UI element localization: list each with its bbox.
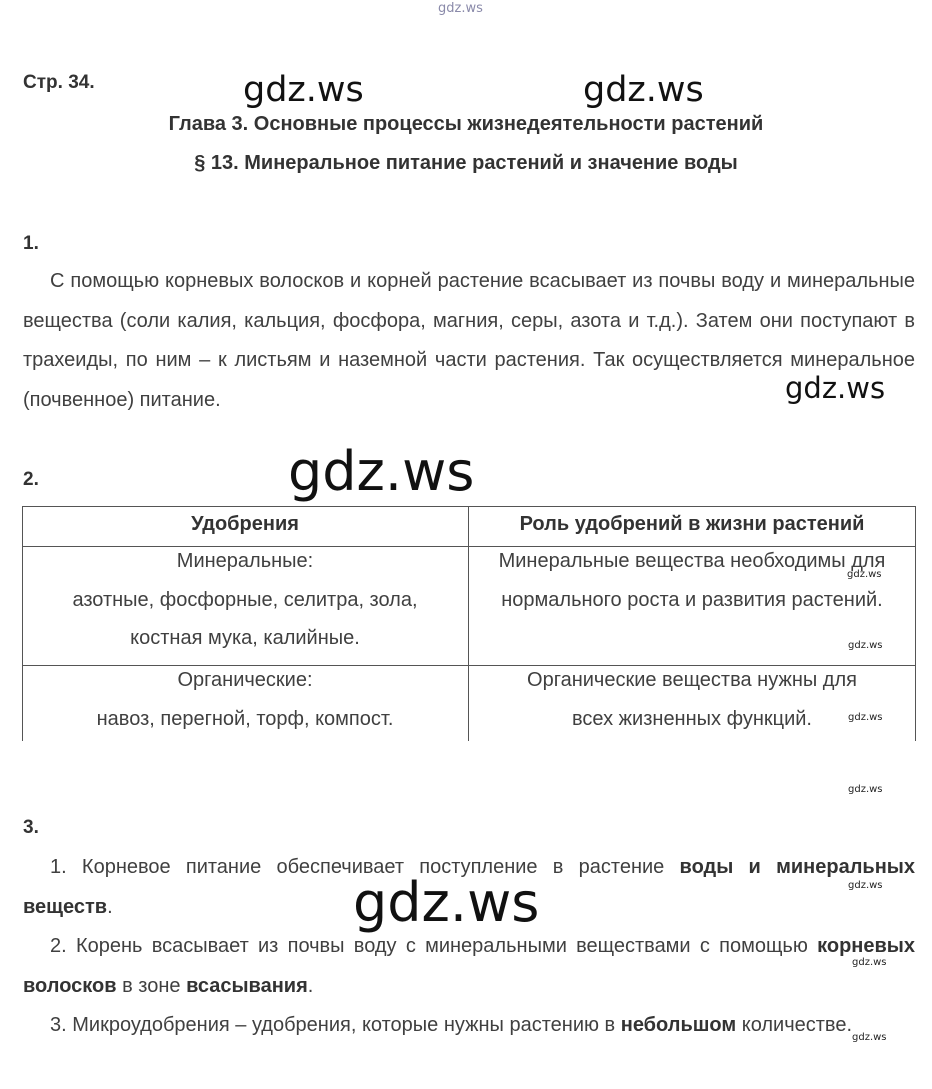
task-3-item-3-bold: небольшом [620, 1014, 737, 1036]
task-3-item-3-end: количестве. [736, 1014, 853, 1036]
task-1-text: С помощью корневых волосков и корней растение всасывает из почвы воду и минеральные вещества (соли калия, кальция, фосфора, магния, серы, азота и т.д.). Затем они поступают в трахеиды, по ним – к листьям и наземной части растения. Так осуществляется минеральное (почвенное) питание. [23, 270, 915, 411]
task-3-item-1-bold: воды и минеральных веществ [23, 856, 915, 918]
watermark-cell2: gdz.ws [848, 640, 883, 651]
watermark-cell3: gdz.ws [848, 712, 883, 723]
organic-role: Органические вещества нужны для всех жизненных функций. [527, 669, 857, 730]
watermark-header-left: gdz.ws [243, 70, 364, 110]
watermark-task1: gdz.ws [785, 371, 886, 405]
task-3-item-2 [23, 927, 915, 1006]
organic-title: Органические: [177, 669, 313, 691]
mineral-title: Минеральные: [176, 550, 314, 572]
page-label: Стр. 34. [23, 72, 95, 93]
watermark-task3-line2: gdz.ws [852, 957, 887, 968]
fertilizer-table [22, 506, 916, 741]
watermark-task3-line1: gdz.ws [848, 880, 883, 891]
task-3-item-2-bold-1: корневых волосков [23, 935, 915, 997]
task-3-item-1-text: 1. Корневое питание обеспечивает поступление в растение [50, 856, 680, 878]
watermark-task3-line3: gdz.ws [852, 1032, 887, 1043]
watermark-cell1: gdz.ws [847, 569, 882, 580]
watermark-task3: gdz.ws [353, 871, 540, 934]
table-row-mineral-left [22, 542, 468, 658]
task-3-number: 3. [23, 817, 39, 838]
task-2-number: 2. [23, 469, 39, 490]
watermark-top: gdz.ws [438, 1, 483, 16]
table-header-role: Роль удобрений в жизни растений [519, 513, 865, 535]
table-header-fertilizers: Удобрения [191, 513, 299, 535]
task-3-item-2-bold-2: всасывания [186, 974, 308, 997]
task-3-item-2-text: 2. Корень всасывает из почвы воду с минеральными веществами с помощью [50, 935, 818, 957]
task-3-item-3 [23, 1006, 915, 1046]
section-title: § 13. Минеральное питание растений и значение воды [194, 152, 738, 174]
task-3-item-1-end: . [107, 895, 113, 918]
task-3-item-2-end: . [307, 974, 314, 997]
watermark-gap: gdz.ws [848, 784, 883, 795]
chapter-title: Глава 3. Основные процессы жизнедеятельности растений [168, 113, 764, 135]
task-1-number: 1. [23, 233, 39, 254]
task-3-item-2-middle: в зоне [116, 974, 187, 997]
task-3-item-3-text: 3. Микроудобрения – удобрения, которые нужны растению в [50, 1014, 621, 1036]
organic-list: навоз, перегной, торф, компост. [96, 707, 394, 730]
watermark-header-right: gdz.ws [583, 70, 704, 110]
watermark-task2: gdz.ws [288, 440, 475, 503]
mineral-list: азотные, фосфорные, селитра, зола, костная мука, калийные. [72, 588, 418, 649]
table-row-organic-left [22, 661, 468, 738]
mineral-role: Минеральные вещества необходимы для нормального роста и развития растений. [498, 550, 886, 611]
